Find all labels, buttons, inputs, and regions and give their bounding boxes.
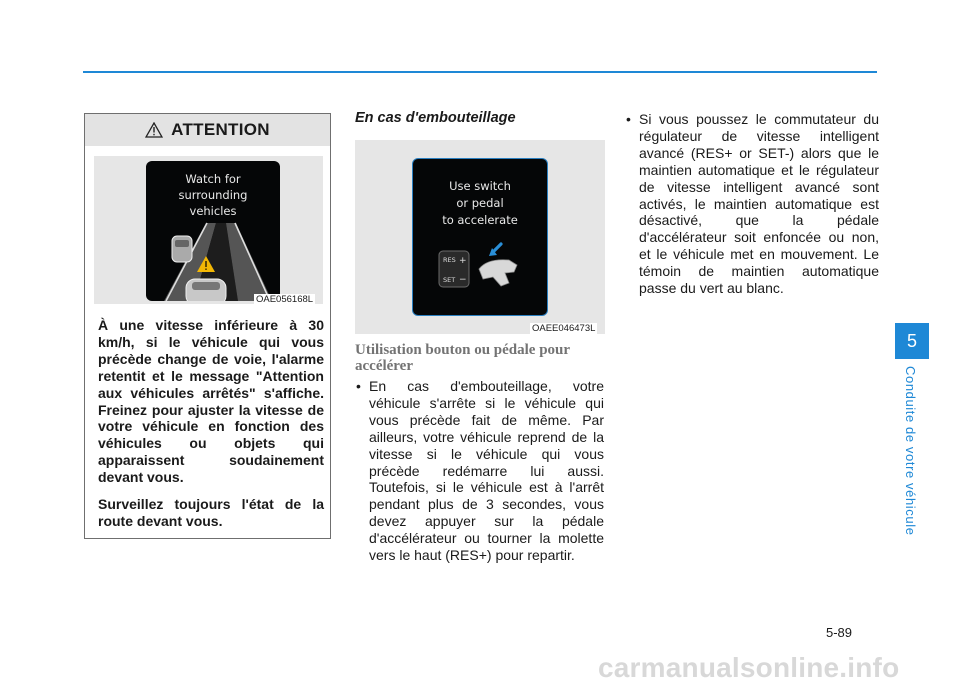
- set-sign: −: [459, 275, 467, 285]
- cluster-display: [412, 158, 548, 316]
- res-label: RES: [443, 256, 456, 264]
- surrounding-vehicles-illustration: [146, 161, 280, 301]
- section-title: En cas d'embouteillage: [355, 110, 516, 126]
- bullet-dot: •: [356, 378, 361, 394]
- traffic-jam-figure: [355, 140, 605, 334]
- screen-line-2: or pedal: [456, 196, 504, 210]
- screen-line-1: Watch for: [185, 172, 241, 186]
- bullet-paragraph: [626, 111, 879, 297]
- bullet-text: En cas d'embouteillage, votre véhicule s'arrête si le véhicule qui vous précède fait de même. Par ailleurs, votre véhicule reprend de la vitesse si le véhicule qui vous précède redémarre lui aussi. Toutefois, si le véhicule est à l'arrêt pendant plus de 3 secondes, vous devez appuyer sur la pédale d'accélérateur ou tourner la molette vers le haut (RES+) pour repartir.: [369, 378, 604, 564]
- attention-box: [84, 113, 331, 539]
- screen-line-3: vehicles: [189, 204, 237, 218]
- figure-caption: OAE056168L: [256, 294, 314, 305]
- subheading: Utilisation bouton ou pédale pour accélérer: [355, 342, 570, 374]
- attention-paragraph-2: Surveillez toujours l'état de la route devant vous.: [98, 496, 324, 529]
- screen-line-1: Use switch: [449, 179, 511, 193]
- attention-figure: [94, 156, 323, 304]
- figure-caption: OAEE046473L: [532, 323, 596, 334]
- set-label: SET: [443, 276, 456, 284]
- bullet-dot: •: [626, 111, 631, 127]
- attention-header: [85, 114, 330, 146]
- accelerate-prompt-illustration: [413, 159, 547, 315]
- bullet-paragraph: [356, 378, 604, 564]
- screen-line-3: to accelerate: [442, 213, 518, 227]
- chapter-title-text: Conduite de votre véhicule: [903, 366, 918, 536]
- chapter-title: [903, 366, 921, 542]
- screen-line-2: surrounding: [178, 188, 248, 202]
- attention-title: ATTENTION: [171, 120, 270, 139]
- bullet-text: Si vous poussez le commutateur du régulateur de vitesse intelligent avancé (RES+ or SET-) alors que le maintien automatique et le régulateur de vitesse intelligent avancé sont activés, le maintien automatique est désactivé, que la pédale d'accélérateur soit enfoncée ou non, et le véhicule met en mouvement. Le témoin de maintien automatique passe du vert au blanc.: [639, 111, 879, 297]
- attention-paragraph: À une vitesse inférieure à 30 km/h, si le véhicule qui vous précède change de voie, l'alarme retentit et le message "Attention aux véhicules arrêtés" s'affiche. Freinez pour ajuster la vitesse de votre véhicule en fonction des véhicules ou objets qui apparaissent soudainement devant vous.: [98, 317, 324, 486]
- top-rule: [83, 71, 877, 73]
- page-number: 5-89: [826, 625, 853, 640]
- watermark: carmanualsonline.info: [598, 652, 900, 683]
- chapter-number: 5: [895, 323, 929, 359]
- cluster-display: [146, 161, 280, 301]
- res-sign: +: [459, 256, 467, 266]
- warning-triangle-icon: [145, 122, 163, 138]
